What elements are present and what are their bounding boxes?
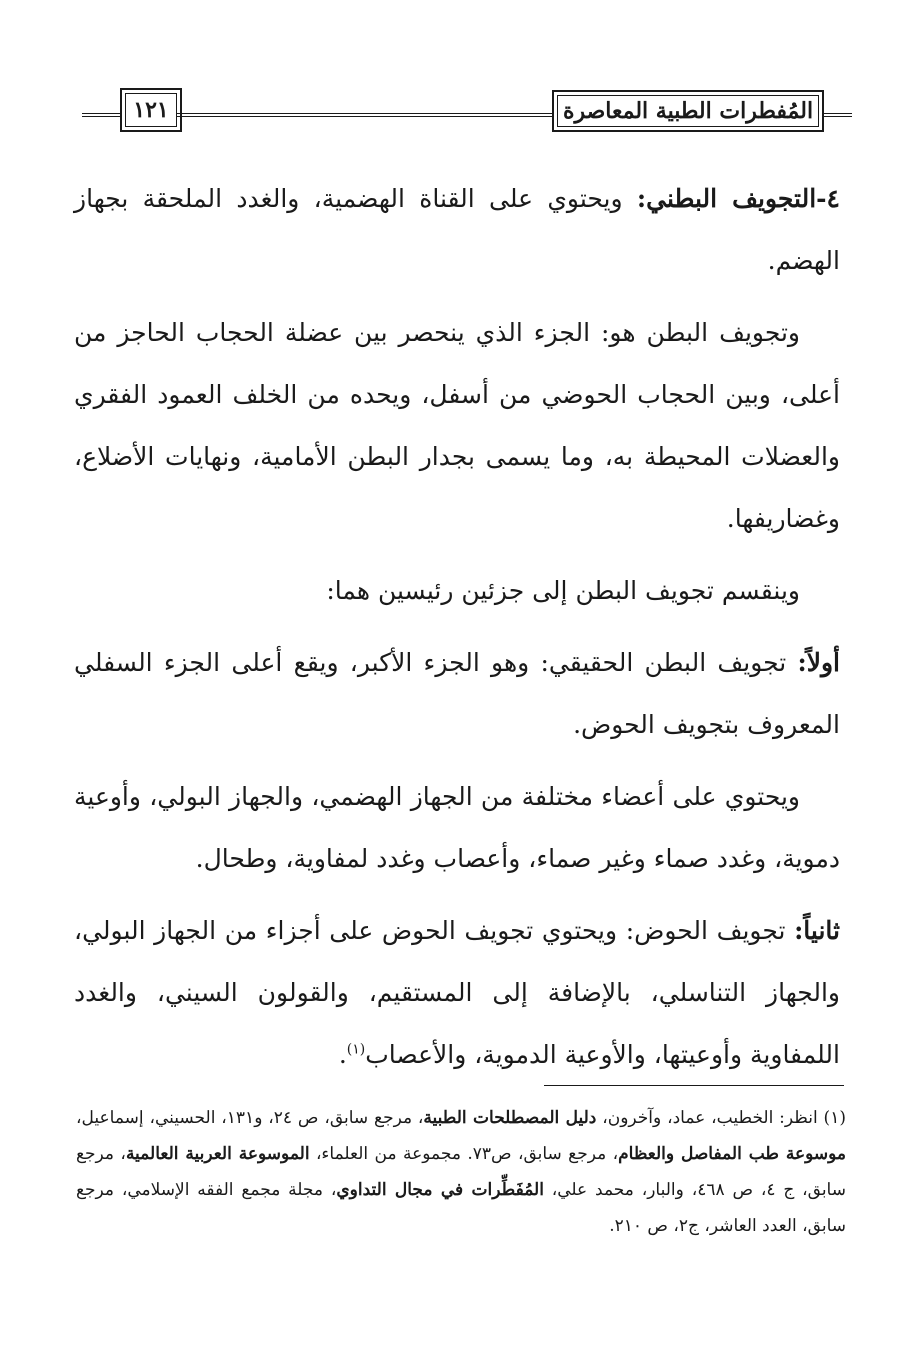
- footnote-text: ، مرجع سابق، ص٧٣. مجموعة من العلماء،: [309, 1144, 619, 1164]
- running-title-text: المُفطرات الطبية المعاصرة: [562, 98, 814, 124]
- footnote-source-title: موسوعة طب المفاصل والعظام: [618, 1144, 847, 1164]
- paragraph-end: .: [338, 1040, 347, 1069]
- main-text: [74, 168, 840, 1096]
- page-number: [120, 88, 182, 132]
- footnote: [76, 1100, 846, 1244]
- section-label: ٤-التجويف البطني:: [636, 184, 840, 213]
- paragraph-text: ويحتوي على القناة الهضمية، والغدد الملحقة بجهاز الهضم.: [74, 184, 840, 275]
- paragraph-text: وينقسم تجويف البطن إلى جزئين رئيسين هما:: [326, 576, 800, 605]
- footnote-text: ، مرجع سابق، ص ٢٤، و١٣١، الحسيني، إسماعيل،: [76, 1108, 424, 1128]
- footnote-text: (١) انظر: الخطيب، عماد، وآخرون،: [596, 1108, 846, 1128]
- running-title: [552, 90, 824, 132]
- paragraph-text: تجويف الحوض: ويحتوي تجويف الحوض على أجزاء من الجهاز البولي، والجهاز التناسلي، بالإضافة إلى المستقيم، والقولون السيني، والغدد اللمفاوية وأوعيتها، والأوعية الدموية، والأعصاب: [74, 916, 840, 1069]
- footnote-text: ، مرجع سابق، ج ٤، ص ٤٦٨، والبار، محمد علي،: [76, 1144, 846, 1200]
- paragraph-text: وتجويف البطن هو: الجزء الذي ينحصر بين عضلة الحجاب الحاجز من أعلى، وبين الحجاب الحوضي من أسفل، ويحده من الخلف العمود الفقري والعضلات المحيطة به، وما يسمى بجدار البطن الأمامية، ونهايات الأضلاع، وغضاريفها.: [74, 318, 840, 533]
- footnote-source-title: دليل المصطلحات الطبية: [423, 1108, 597, 1128]
- page-number-text: ١٢١: [133, 97, 169, 123]
- footnote-separator: [544, 1085, 844, 1086]
- header-rule-right: [824, 113, 852, 117]
- paragraph-text: تجويف البطن الحقيقي: وهو الجزء الأكبر، ويقع أعلى الجزء السفلي المعروف بتجويف الحوض.: [74, 648, 840, 739]
- item-label-first: أولاً:: [797, 648, 840, 677]
- paragraph-abdominal-cavity-heading: [74, 168, 840, 292]
- header-rule-middle: [177, 113, 557, 117]
- footnote-text: ، مجلة مجمع الفقه الإسلامي، مرجع سابق، العدد العاشر، ج٢، ص ٢١٠.: [76, 1180, 846, 1236]
- paragraph-text: ويحتوي على أعضاء مختلفة من الجهاز الهضمي، والجهاز البولي، وأوعية دموية، وغدد صماء وغير صماء، وأعصاب وغدد لمفاوية، وطحال.: [74, 782, 840, 873]
- paragraph-second-part: [74, 900, 840, 1086]
- footnote-source-title: الموسوعة العربية العالمية: [125, 1144, 310, 1164]
- paragraph-contents: [74, 766, 840, 890]
- footnote-source-title: المُفَطِّرات في مجال التداوي: [336, 1180, 544, 1200]
- paragraph-definition: [74, 302, 840, 550]
- page-header: [82, 86, 852, 136]
- paragraph-division: [74, 560, 840, 622]
- header-rule-left: [82, 113, 122, 117]
- item-label-second: ثانياً:: [794, 916, 840, 945]
- paragraph-first-part: [74, 632, 840, 756]
- footnote-reference[interactable]: (١): [346, 1041, 366, 1058]
